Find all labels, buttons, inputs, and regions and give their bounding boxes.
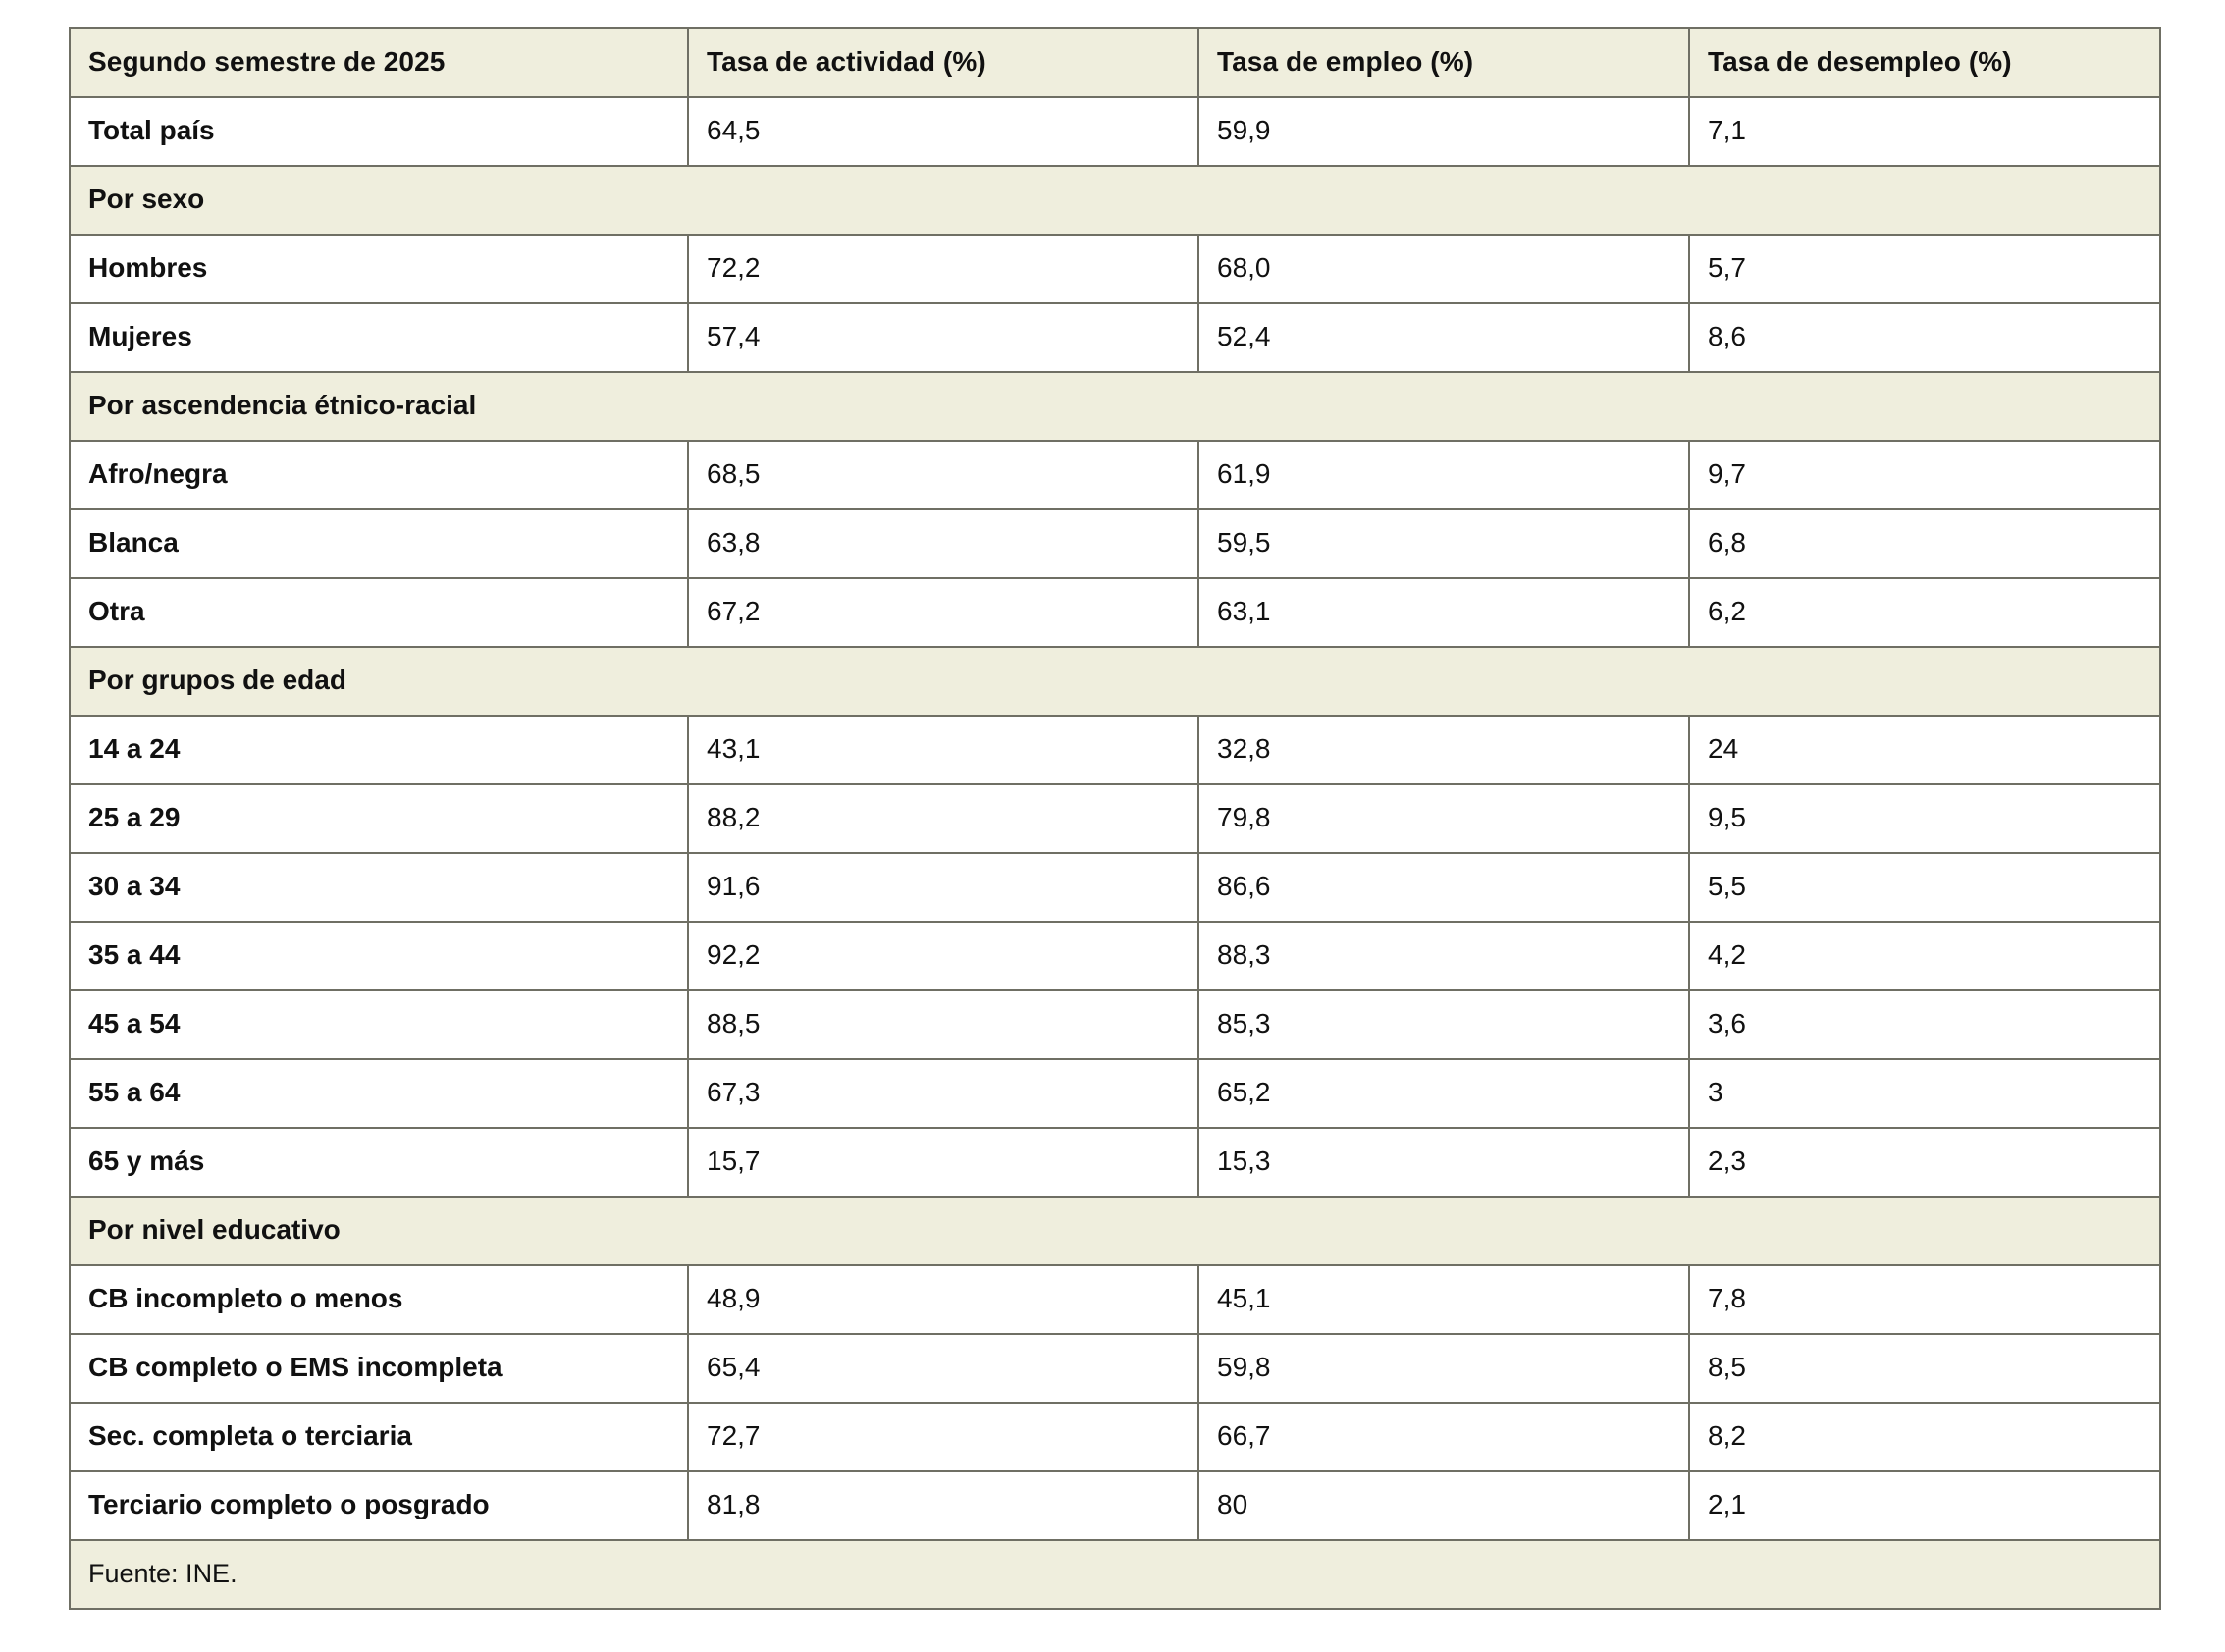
cell-activity-rate: 91,6	[688, 853, 1198, 922]
table-footer	[70, 1540, 2160, 1609]
cell-activity-rate: 68,5	[688, 441, 1198, 509]
cell-unemployment-rate: 6,8	[1689, 509, 2160, 578]
cell-employment-rate: 68,0	[1198, 235, 1689, 303]
table-row	[70, 1471, 2160, 1540]
group-label: Por sexo	[70, 166, 2160, 235]
cell-employment-rate: 59,8	[1198, 1334, 1689, 1403]
row-label: Blanca	[70, 509, 688, 578]
table-row	[70, 97, 2160, 166]
table-body	[70, 97, 2160, 1540]
cell-employment-rate: 52,4	[1198, 303, 1689, 372]
table-row	[70, 853, 2160, 922]
table-row	[70, 784, 2160, 853]
cell-unemployment-rate: 3	[1689, 1059, 2160, 1128]
row-label: 35 a 44	[70, 922, 688, 990]
cell-employment-rate: 32,8	[1198, 716, 1689, 784]
row-label: 14 a 24	[70, 716, 688, 784]
row-label: 30 a 34	[70, 853, 688, 922]
group-label: Por ascendencia étnico-racial	[70, 372, 2160, 441]
cell-unemployment-rate: 4,2	[1689, 922, 2160, 990]
table-row	[70, 922, 2160, 990]
row-label: 55 a 64	[70, 1059, 688, 1128]
cell-unemployment-rate: 5,7	[1689, 235, 2160, 303]
table-row	[70, 716, 2160, 784]
table-header	[70, 28, 2160, 97]
cell-unemployment-rate: 2,1	[1689, 1471, 2160, 1540]
cell-unemployment-rate: 7,1	[1689, 97, 2160, 166]
cell-activity-rate: 15,7	[688, 1128, 1198, 1197]
cell-activity-rate: 67,3	[688, 1059, 1198, 1128]
cell-unemployment-rate: 2,3	[1689, 1128, 2160, 1197]
table-row	[70, 1059, 2160, 1128]
cell-unemployment-rate: 9,7	[1689, 441, 2160, 509]
table-row	[70, 235, 2160, 303]
table-group-row	[70, 1197, 2160, 1265]
cell-employment-rate: 61,9	[1198, 441, 1689, 509]
table-row	[70, 1265, 2160, 1334]
cell-activity-rate: 43,1	[688, 716, 1198, 784]
cell-activity-rate: 92,2	[688, 922, 1198, 990]
cell-employment-rate: 65,2	[1198, 1059, 1689, 1128]
row-label: Terciario completo o posgrado	[70, 1471, 688, 1540]
cell-activity-rate: 48,9	[688, 1265, 1198, 1334]
table-row	[70, 1334, 2160, 1403]
cell-employment-rate: 59,9	[1198, 97, 1689, 166]
cell-activity-rate: 88,2	[688, 784, 1198, 853]
row-label: Hombres	[70, 235, 688, 303]
row-label: 25 a 29	[70, 784, 688, 853]
cell-unemployment-rate: 9,5	[1689, 784, 2160, 853]
cell-unemployment-rate: 8,2	[1689, 1403, 2160, 1471]
column-header-period: Segundo semestre de 2025	[70, 28, 688, 97]
cell-activity-rate: 63,8	[688, 509, 1198, 578]
column-header-unemployment-rate: Tasa de desempleo (%)	[1689, 28, 2160, 97]
cell-employment-rate: 79,8	[1198, 784, 1689, 853]
row-label: 45 a 54	[70, 990, 688, 1059]
cell-activity-rate: 72,2	[688, 235, 1198, 303]
cell-employment-rate: 80	[1198, 1471, 1689, 1540]
cell-employment-rate: 63,1	[1198, 578, 1689, 647]
labour-indicators-table	[69, 27, 2161, 1610]
cell-unemployment-rate: 8,6	[1689, 303, 2160, 372]
table-row	[70, 1128, 2160, 1197]
row-label: Total país	[70, 97, 688, 166]
cell-activity-rate: 57,4	[688, 303, 1198, 372]
row-label: Afro/negra	[70, 441, 688, 509]
table-row	[70, 1403, 2160, 1471]
cell-activity-rate: 64,5	[688, 97, 1198, 166]
cell-unemployment-rate: 24	[1689, 716, 2160, 784]
table-row	[70, 990, 2160, 1059]
table-row	[70, 303, 2160, 372]
table-row	[70, 509, 2160, 578]
row-label: 65 y más	[70, 1128, 688, 1197]
table-row	[70, 578, 2160, 647]
cell-unemployment-rate: 3,6	[1689, 990, 2160, 1059]
cell-unemployment-rate: 5,5	[1689, 853, 2160, 922]
cell-unemployment-rate: 7,8	[1689, 1265, 2160, 1334]
cell-employment-rate: 88,3	[1198, 922, 1689, 990]
row-label: CB incompleto o menos	[70, 1265, 688, 1334]
cell-activity-rate: 72,7	[688, 1403, 1198, 1471]
cell-activity-rate: 81,8	[688, 1471, 1198, 1540]
cell-employment-rate: 85,3	[1198, 990, 1689, 1059]
cell-activity-rate: 88,5	[688, 990, 1198, 1059]
cell-employment-rate: 15,3	[1198, 1128, 1689, 1197]
cell-employment-rate: 86,6	[1198, 853, 1689, 922]
cell-employment-rate: 59,5	[1198, 509, 1689, 578]
cell-employment-rate: 45,1	[1198, 1265, 1689, 1334]
group-label: Por nivel educativo	[70, 1197, 2160, 1265]
source-row	[70, 1540, 2160, 1609]
table-group-row	[70, 372, 2160, 441]
cell-unemployment-rate: 6,2	[1689, 578, 2160, 647]
row-label: CB completo o EMS incompleta	[70, 1334, 688, 1403]
source-note: Fuente: INE.	[70, 1540, 2160, 1609]
table-row	[70, 441, 2160, 509]
row-label: Otra	[70, 578, 688, 647]
row-label: Mujeres	[70, 303, 688, 372]
cell-employment-rate: 66,7	[1198, 1403, 1689, 1471]
column-header-employment-rate: Tasa de empleo (%)	[1198, 28, 1689, 97]
table-group-row	[70, 647, 2160, 716]
row-label: Sec. completa o terciaria	[70, 1403, 688, 1471]
table-group-row	[70, 166, 2160, 235]
table-header-row	[70, 28, 2160, 97]
column-header-activity-rate: Tasa de actividad (%)	[688, 28, 1198, 97]
cell-activity-rate: 65,4	[688, 1334, 1198, 1403]
cell-unemployment-rate: 8,5	[1689, 1334, 2160, 1403]
group-label: Por grupos de edad	[70, 647, 2160, 716]
cell-activity-rate: 67,2	[688, 578, 1198, 647]
